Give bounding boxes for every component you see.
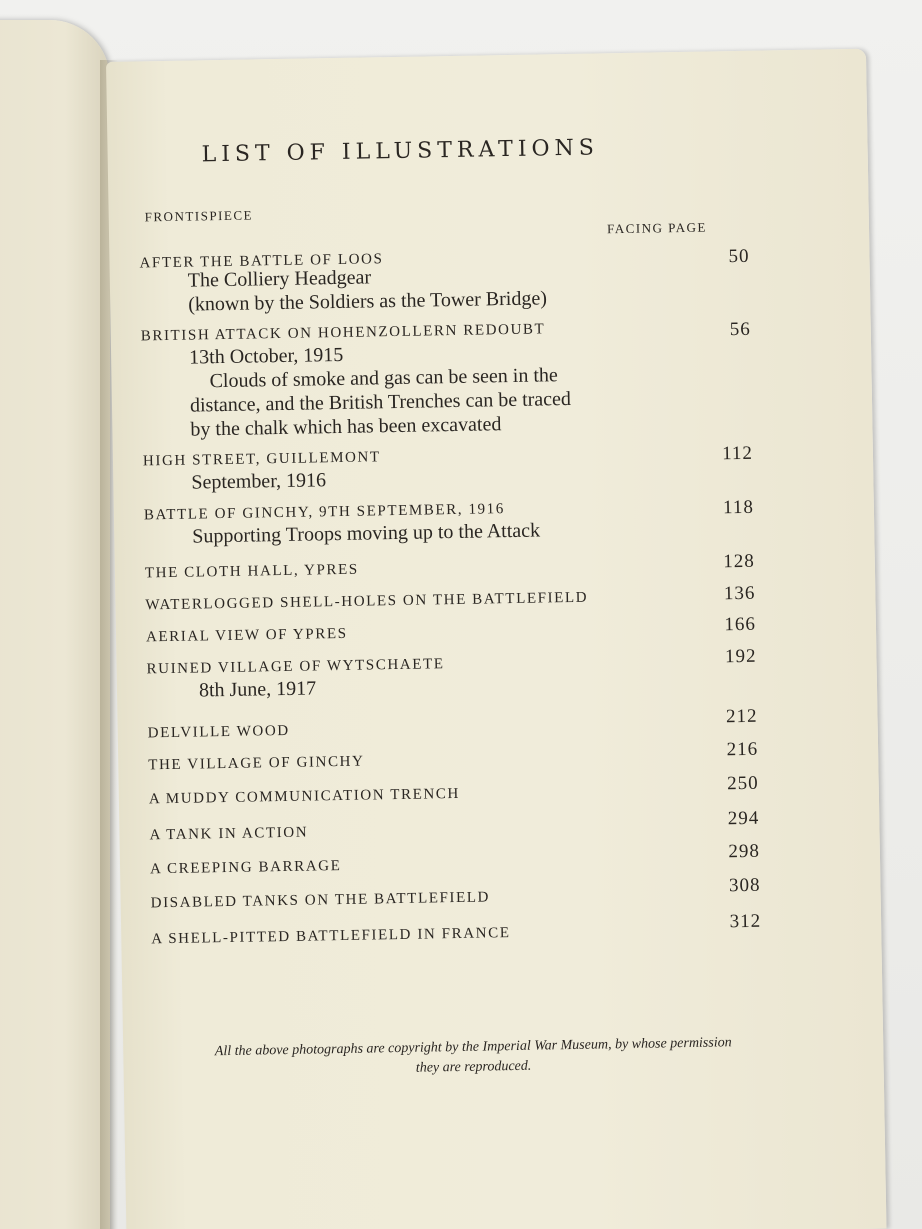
entry-subtitle: distance, and the British Trenches can be traced [189, 387, 572, 417]
list-item [139, 243, 760, 318]
entry-caption: THE VILLAGE OF GINCHY [148, 753, 365, 774]
entry-subtitle: by the chalk which has been excavated [190, 413, 502, 441]
entry-page-number: 166 [724, 613, 757, 636]
entry-page-number: 50 [728, 245, 750, 268]
footnote-line: they are reproduced. [415, 1058, 532, 1076]
list-item [146, 649, 767, 704]
list-item [145, 582, 765, 616]
frontispiece-label: FRONTISPIECE [144, 207, 254, 225]
entry-caption: DISABLED TANKS ON THE BATTLEFIELD [150, 889, 491, 912]
entry-caption: AERIAL VIEW OF YPRES [145, 625, 348, 646]
entry-caption: DELVILLE WOOD [147, 722, 290, 742]
entry-caption: HIGH STREET, GUILLEMONT [142, 449, 381, 470]
list-item [151, 919, 771, 950]
list-item [144, 495, 765, 550]
list-item [144, 550, 765, 584]
entry-subtitle: (known by the Soldiers as the Tower Bridge) [188, 287, 548, 316]
entry-caption: WATERLOGGED SHELL-HOLES ON THE BATTLEFIELD [145, 589, 589, 614]
entry-page-number: 136 [723, 582, 756, 605]
list-item [146, 617, 766, 648]
entry-page-number: 294 [727, 807, 760, 830]
footnote-line: All the above photographs are copyright by the Imperial War Museum, by whose permission [214, 1035, 732, 1060]
entry-page-number: 312 [729, 910, 762, 933]
list-item [149, 815, 769, 846]
entry-page-number: 56 [729, 318, 751, 341]
entry-caption: A TANK IN ACTION [149, 824, 309, 844]
list-item [148, 713, 768, 744]
entry-caption: RUINED VILLAGE OF WYTSCHAETE [146, 656, 445, 678]
entry-caption: BATTLE OF GINCHY, 9TH SEPTEMBER, 1916 [143, 501, 506, 524]
entry-caption: AFTER THE BATTLE OF LOOS [139, 251, 384, 272]
entry-page-number: 128 [723, 550, 755, 573]
entry-subtitle: Clouds of smoke and gas can be seen in the [209, 364, 558, 393]
book-page [106, 49, 886, 1229]
list-item [141, 316, 763, 443]
list-item [150, 849, 770, 880]
entry-caption: A CREEPING BARRAGE [149, 858, 342, 878]
entry-page-number: 112 [721, 442, 754, 465]
entry-subtitle: September, 1916 [191, 469, 327, 494]
entry-subtitle: Supporting Troops moving up to the Attack [192, 519, 541, 548]
page-title: LIST OF ILLUSTRATIONS [201, 135, 600, 168]
entry-page-number: 212 [725, 705, 758, 728]
list-item [151, 883, 771, 914]
facing-page-header: FACING PAGE [606, 219, 708, 237]
entry-caption: BRITISH ATTACK ON HOHENZOLLERN REDOUBT [140, 321, 546, 345]
entry-subtitle: 13th October, 1915 [188, 343, 344, 369]
entry-page-number: 298 [728, 840, 761, 863]
entry-page-number: 250 [727, 772, 759, 795]
entry-page-number: 118 [722, 496, 755, 519]
left-page-edge [0, 20, 110, 1229]
entry-caption: A SHELL-PITTED BATTLEFIELD IN FRANCE [151, 925, 511, 948]
list-item [143, 441, 764, 496]
list-item [148, 745, 768, 776]
entry-caption: THE CLOTH HALL, YPRES [144, 561, 359, 582]
entry-page-number: 192 [724, 645, 757, 668]
entry-subtitle: The Colliery Headgear [187, 266, 372, 292]
entry-subtitle: 8th June, 1917 [198, 677, 317, 702]
list-item [149, 779, 769, 810]
entry-page-number: 308 [728, 874, 761, 897]
copyright-footnote [143, 1032, 804, 1084]
entry-caption: A MUDDY COMMUNICATION TRENCH [148, 785, 461, 808]
entry-page-number: 216 [726, 738, 759, 761]
